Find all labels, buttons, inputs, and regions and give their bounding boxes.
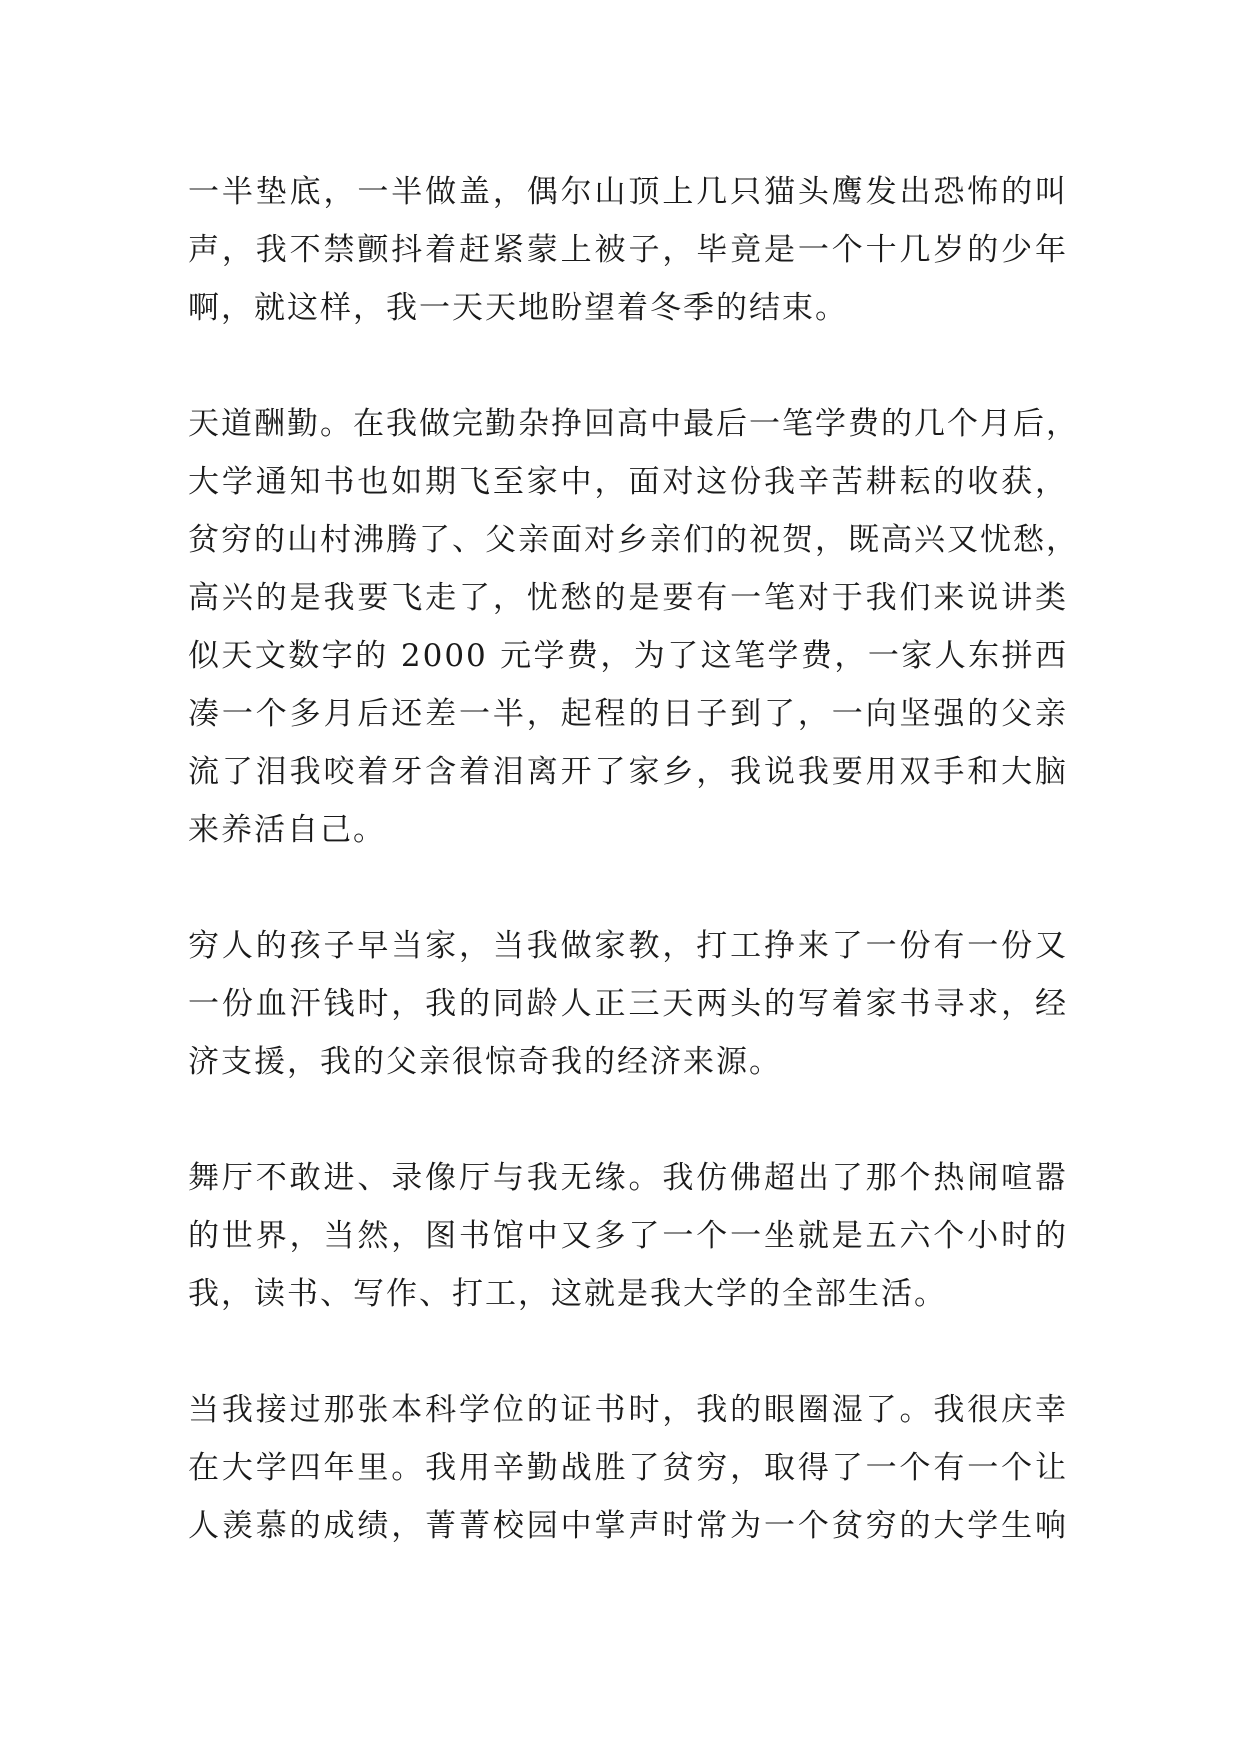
text-line: 的世界，当然，图书馆中又多了一个一坐就是五六个小时的 bbox=[188, 1218, 1068, 1254]
text-line: 天道酬勤。在我做完勤杂挣回高中最后一笔学费的几个月后， bbox=[188, 406, 1079, 442]
text-line: 舞厅不敢进、录像厅与我无缘。我仿佛超出了那个热闹喧嚣 bbox=[188, 1160, 1068, 1196]
paragraph-3 bbox=[188, 917, 1068, 1091]
text-line: 大学通知书也如期飞至家中，面对这份我辛苦耕耘的收获， bbox=[188, 464, 1068, 500]
paragraph-5 bbox=[188, 1381, 1068, 1555]
document-body bbox=[188, 163, 1079, 1613]
text-line: 凑一个多月后还差一半，起程的日子到了，一向坚强的父亲 bbox=[188, 696, 1068, 732]
paragraph-2 bbox=[188, 395, 1079, 859]
text-line: 一半垫底，一半做盖，偶尔山顶上几只猫头鹰发出恐怖的叫 bbox=[188, 174, 1068, 210]
text-line: 来养活自己。 bbox=[188, 812, 386, 848]
text-line: 我，读书、写作、打工，这就是我大学的全部生活。 bbox=[188, 1276, 947, 1312]
text-line: 似天文数字的 2000 元学费，为了这笔学费，一家人东拼西 bbox=[188, 638, 1068, 674]
paragraph-1 bbox=[188, 163, 1068, 337]
text-line: 济支援，我的父亲很惊奇我的经济来源。 bbox=[188, 1044, 782, 1080]
text-line: 流了泪我咬着牙含着泪离开了家乡，我说我要用双手和大脑 bbox=[188, 754, 1068, 790]
text-line: 高兴的是我要飞走了，忧愁的是要有一笔对于我们来说讲类 bbox=[188, 580, 1068, 616]
text-line: 一份血汗钱时，我的同龄人正三天两头的写着家书寻求，经 bbox=[188, 986, 1068, 1022]
text-line: 穷人的孩子早当家，当我做家教，打工挣来了一份有一份又 bbox=[188, 928, 1068, 964]
text-line: 在大学四年里。我用辛勤战胜了贫穷，取得了一个有一个让 bbox=[188, 1450, 1068, 1486]
text-line: 啊，就这样，我一天天地盼望着冬季的结束。 bbox=[188, 290, 848, 326]
paragraph-4 bbox=[188, 1149, 1068, 1323]
text-line: 贫穷的山村沸腾了、父亲面对乡亲们的祝贺，既高兴又忧愁， bbox=[188, 522, 1079, 558]
text-line: 声，我不禁颤抖着赶紧蒙上被子，毕竟是一个十几岁的少年 bbox=[188, 232, 1068, 268]
text-line: 当我接过那张本科学位的证书时，我的眼圈湿了。我很庆幸 bbox=[188, 1392, 1068, 1428]
text-line: 人羡慕的成绩，菁菁校园中掌声时常为一个贫穷的大学生响 bbox=[188, 1508, 1068, 1544]
